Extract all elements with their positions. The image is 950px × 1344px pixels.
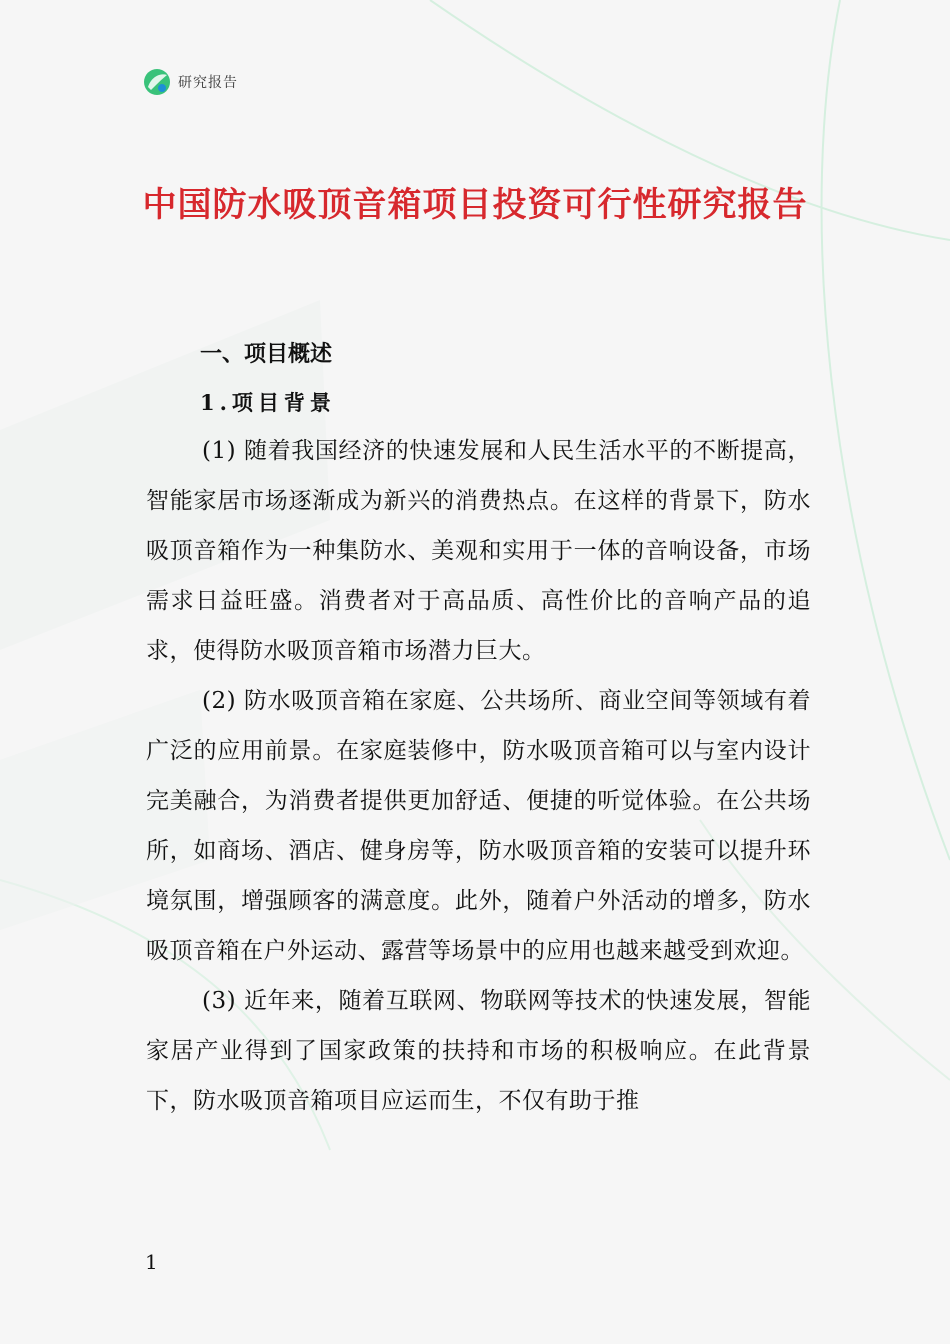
document-header — [142, 66, 238, 98]
paragraph-3: (3) 近年来，随着互联网、物联网等技术的快速发展，智能家居产业得到了国家政策的扶持和市场的积极响应。在此背景下，防水吸顶音箱项目应运而生，不仅有助于推 — [146, 988, 811, 1114]
paragraph-1: (1) 随着我国经济的快速发展和人民生活水平的不断提高，智能家居市场逐渐成为新兴的消费热点。在这样的背景下，防水吸顶音箱作为一种集防水、美观和实用于一体的音响设备，市场需求日益旺盛。消费者对于高品质、高性价比的音响产品的追求，使得防水吸顶音箱市场潜力巨大。 — [146, 438, 811, 664]
page-number: 1 — [145, 1250, 158, 1274]
section-heading: 一、项目概述 — [200, 342, 333, 367]
leaf-logo-icon — [142, 67, 172, 97]
document-title: 中国防水吸顶音箱项目投资可行性研究报告 — [142, 185, 808, 225]
subsection-heading: 1.项目背景 — [200, 390, 336, 415]
header-label: 研究报告 — [178, 75, 238, 91]
body-text — [146, 426, 811, 1126]
paragraph-2: (2) 防水吸顶音箱在家庭、公共场所、商业空间等领域有着广泛的应用前景。在家庭装修中，防水吸顶音箱可以与室内设计完美融合，为消费者提供更加舒适、便捷的听觉体验。在公共场所，如商场、酒店、健身房等，防水吸顶音箱的安装可以提升环境氛围，增强顾客的满意度。此外，随着户外活动的增多，防水吸顶音箱在户外运动、露营等场景中的应用也越来越受到欢迎。 — [146, 688, 811, 964]
